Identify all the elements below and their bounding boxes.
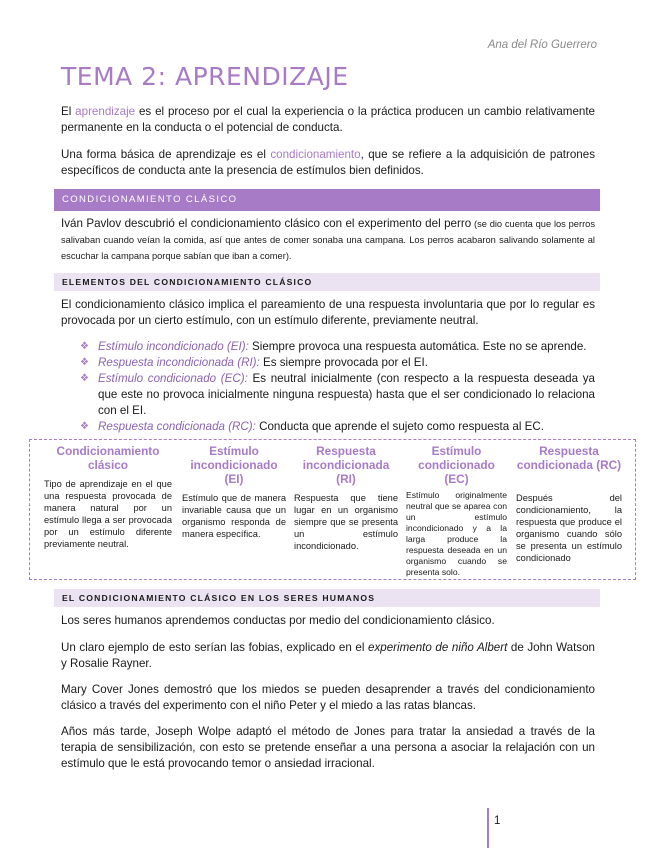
item-text: Siempre provoca una respuesta automática. Este no se aprende. (248, 340, 587, 353)
diamond-bullet-icon: ❖ (80, 421, 89, 432)
humans-text: de John Watson y Rosalie Rayner. (61, 641, 595, 670)
pavlov-note: (se dio cuenta que los perros salivaban cuando veían la comida, así que antes de comer sonaba una campana. Los perros acabaron salivando solamente al escuchar la campana porque sabían que iban a comer). (61, 219, 595, 261)
diamond-bullet-icon: ❖ (80, 373, 89, 384)
page-title: TEMA 2: APRENDIZAJE (61, 62, 349, 91)
item-term: Respuesta condicionada (RC): (98, 420, 256, 433)
elements-list (80, 339, 595, 435)
humans-paragraph-2 (61, 640, 595, 672)
item-term: Respuesta incondicionada (RI): (98, 356, 260, 369)
author-name: Ana del Río Guerrero (487, 39, 597, 51)
definition-column (294, 444, 398, 552)
column-heading: Condicionamiento clásico (56, 444, 160, 472)
intro-paragraph-2 (61, 147, 595, 179)
column-heading: Estímulo incondicionado (EI) (190, 444, 278, 486)
column-text: Estímulo que de manera invariable causa que un organismo responda de manera específica. (182, 493, 286, 539)
item-text: Conducta que aprende el sujeto como respuesta al EC. (255, 420, 544, 433)
item-term: Estímulo incondicionado (EI): (98, 340, 249, 353)
column-text: Respuesta que tiene lugar en un organismo siempre que se presenta un estímulo incondicionado. (294, 493, 398, 551)
section-heading-classical: CONDICIONAMIENTO CLÁSICO (54, 189, 600, 211)
column-text: Estímulo originalmente neutral que se aparea con un estímulo incondicionado y a la larga produce la respuesta deseada en un organismo cuando se presenta solo. (406, 490, 507, 577)
definition-column (182, 444, 286, 540)
intro-text: El (61, 105, 76, 118)
column-heading: Respuesta condicionada (RC) (516, 444, 622, 472)
pavlov-paragraph (61, 216, 595, 264)
pavlov-main: Iván Pavlov descubrió el condicionamiento clásico con el experimento del perro (61, 217, 472, 230)
list-item (80, 339, 595, 355)
humans-paragraph-4: Años más tarde, Joseph Wolpe adaptó el método de Jones para tratar la ansiedad a través de la terapia de sensibilización, con esto se pretende enseñar a una persona a asociar la relajación con un estímulo que le está provocando temor o ansiedad irracional. (61, 725, 595, 770)
highlight-term: condicionamiento (270, 148, 361, 161)
list-item (80, 419, 595, 435)
definition-column (516, 444, 622, 564)
experiment-name: experimento de niño Albert (368, 641, 508, 654)
column-text: Después del condicionamiento, la respuesta que produce el organismo cuando sólo se presenta un estímulo condicionado (516, 493, 622, 563)
humans-paragraph-1: Los seres humanos aprendemos conductas por medio del condicionamiento clásico. (61, 614, 495, 627)
column-text: Tipo de aprendizaje en el que una respuesta provocada de manera natural por un estímulo llega a ser provocada por un estímulo diferente previamente neutral. (44, 479, 172, 549)
definition-column (44, 444, 172, 550)
item-term: Estímulo condicionado (EC): (98, 372, 248, 385)
elements-intro: El condicionamiento clásico implica el pareamiento de una respuesta involuntaria que por lo regular es provocada por un cierto estímulo, con un estímulo diferente, previamente neutral. (61, 298, 595, 327)
list-item (80, 371, 595, 419)
column-heading: Estímulo condicionado (EC) (418, 444, 495, 486)
item-text: Es siempre provocada por el EI. (259, 356, 428, 369)
item-text: Es neutral inicialmente (con respecto a la respuesta deseada ya que este no provoca inicialmente ninguna respuesta) hasta que el ser condicionado lo relaciona con el EI. (98, 372, 595, 417)
page-number: 1 (494, 815, 501, 827)
list-item (80, 355, 595, 371)
intro-text: Una forma básica de aprendizaje es el (61, 148, 271, 161)
diamond-bullet-icon: ❖ (80, 357, 89, 368)
humans-text: Un claro ejemplo de esto serían las fobias, explicado en el (61, 641, 369, 654)
definitions-table (29, 439, 636, 580)
highlight-term: aprendizaje (75, 105, 136, 118)
intro-text: es el proceso por el cual la experiencia o la práctica producen un cambio relativamente permanente en la conducta o el potencial de conducta. (61, 105, 596, 134)
intro-paragraph-1 (61, 104, 595, 136)
page-number-rule (487, 808, 489, 848)
diamond-bullet-icon: ❖ (80, 341, 89, 352)
humans-paragraph-3: Mary Cover Jones demostró que los miedos se pueden desaprender a través del condicionamiento clásico a través del experimento con el niño Peter y el miedo a las ratas blancas. (61, 683, 595, 712)
column-heading: Respuesta incondicionada (RI) (302, 444, 390, 486)
section-heading-humans: EL CONDICIONAMIENTO CLÁSICO EN LOS SERES HUMANOS (54, 589, 600, 607)
intro-text: , que se refiere a la adquisición de patrones específicos de conducta ante la presencia de estímulos bien definidos. (61, 148, 595, 177)
section-heading-elements: ELEMENTOS DEL CONDICIONAMIENTO CLÁSICO (54, 273, 600, 291)
definition-column (406, 444, 507, 578)
